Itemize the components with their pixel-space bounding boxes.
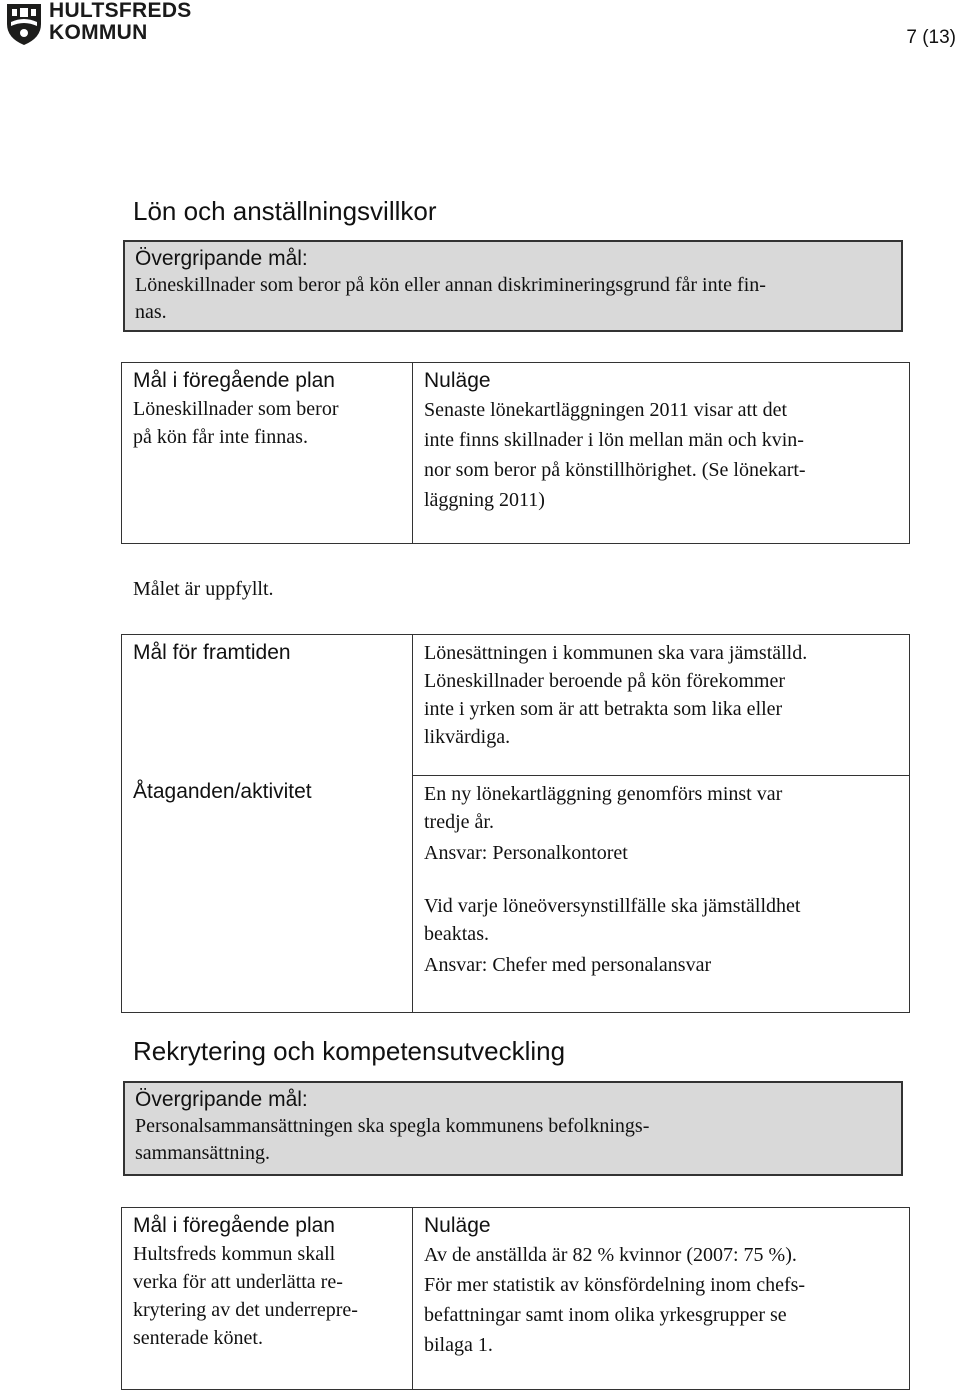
current-status-text-line: läggning 2011): [424, 489, 545, 511]
coat-of-arms-icon: [3, 0, 45, 46]
previous-goal-text-line: senterade könet.: [133, 1327, 263, 1349]
previous-goal-cell: [133, 367, 403, 451]
commitments-heading: Åtaganden/aktivitet: [133, 780, 312, 803]
logo-line2: KOMMUN: [49, 21, 148, 44]
logo-line1: HULTSFREDS: [49, 0, 192, 22]
previous-plan-table: [121, 1207, 910, 1390]
current-status-text-line: bilaga 1.: [424, 1334, 493, 1356]
previous-goal-text-line: Löneskillnader som beror: [133, 398, 339, 420]
future-goal-heading: Mål för framtiden: [133, 641, 291, 664]
previous-goal-heading: Mål i föregående plan: [133, 1214, 335, 1237]
current-status-cell: [424, 367, 904, 515]
previous-plan-table: [121, 362, 910, 544]
goal-status-text: Målet är uppfyllt.: [133, 578, 274, 600]
future-goals-table: [121, 634, 910, 1013]
current-status-heading: Nuläge: [424, 369, 491, 392]
future-goal-cell: [424, 639, 904, 751]
future-goal-text-line: Lönesättningen i kommunen ska vara jämställd.: [424, 642, 808, 664]
commitment-responsibility: Ansvar: Personalkontoret: [424, 842, 628, 864]
section-title: Rekrytering och kompetensutveckling: [133, 1036, 566, 1066]
current-status-heading: Nuläge: [424, 1214, 491, 1237]
overall-goal-label: Övergripande mål:: [135, 247, 308, 270]
current-status-text-line: inte finns skillnader i lön mellan män och kvin-: [424, 429, 804, 451]
previous-goal-heading: Mål i föregående plan: [133, 369, 335, 392]
overall-goal-text-line: nas.: [135, 301, 167, 323]
previous-goal-text-line: verka för att underlätta re-: [133, 1271, 343, 1293]
future-goal-head-cell: [133, 639, 403, 667]
overall-goal-text-line: Löneskillnader som beror på kön eller annan diskrimineringsgrund får inte fin-: [135, 274, 766, 296]
section-title: Lön och anställningsvillkor: [133, 196, 437, 226]
commitment-responsibility: Ansvar: Chefer med personalansvar: [424, 954, 712, 976]
future-goal-text-line: likvärdiga.: [424, 726, 511, 748]
current-status-text-line: befattningar samt inom olika yrkesgrupper se: [424, 1304, 787, 1326]
overall-goal-text-line: Personalsammansättningen ska spegla kommunens befolknings-: [135, 1115, 650, 1137]
current-status-cell: [424, 1212, 904, 1360]
commitments-cell: [424, 780, 904, 982]
current-status-text-line: Senaste lönekartläggningen 2011 visar att det: [424, 399, 788, 421]
commitment-text-line: beaktas.: [424, 923, 489, 945]
commitments-head-cell: [133, 778, 403, 806]
overall-goal-label: Övergripande mål:: [135, 1088, 308, 1111]
previous-goal-cell: [133, 1212, 408, 1352]
previous-goal-text-line: krytering av det underrepre-: [133, 1299, 358, 1321]
commitment-text-line: En ny lönekartläggning genomförs minst var: [424, 783, 783, 805]
future-goal-text-line: inte i yrken som är att betrakta som lika eller: [424, 698, 783, 720]
commitment-text-line: tredje år.: [424, 811, 494, 833]
municipality-logo: [3, 0, 193, 48]
current-status-text-line: nor som beror på könstillhörighet. (Se lönekart-: [424, 459, 806, 481]
overall-goal-box: [123, 1081, 903, 1176]
future-goal-text-line: Löneskillnader beroende på kön förekommer: [424, 670, 785, 692]
commitment-text-line: Vid varje löneöversynstillfälle ska jämställdhet: [424, 895, 801, 917]
previous-goal-text-line: Hultsfreds kommun skall: [133, 1243, 336, 1265]
current-status-text-line: Av de anställda är 82 % kvinnor (2007: 75 %).: [424, 1244, 797, 1266]
overall-goal-text-line: sammansättning.: [135, 1142, 270, 1164]
current-status-text-line: För mer statistik av könsfördelning inom chefs-: [424, 1274, 806, 1296]
previous-goal-text-line: på kön får inte finnas.: [133, 426, 308, 448]
overall-goal-box: [123, 240, 903, 332]
page-number: 7 (13): [906, 27, 956, 48]
